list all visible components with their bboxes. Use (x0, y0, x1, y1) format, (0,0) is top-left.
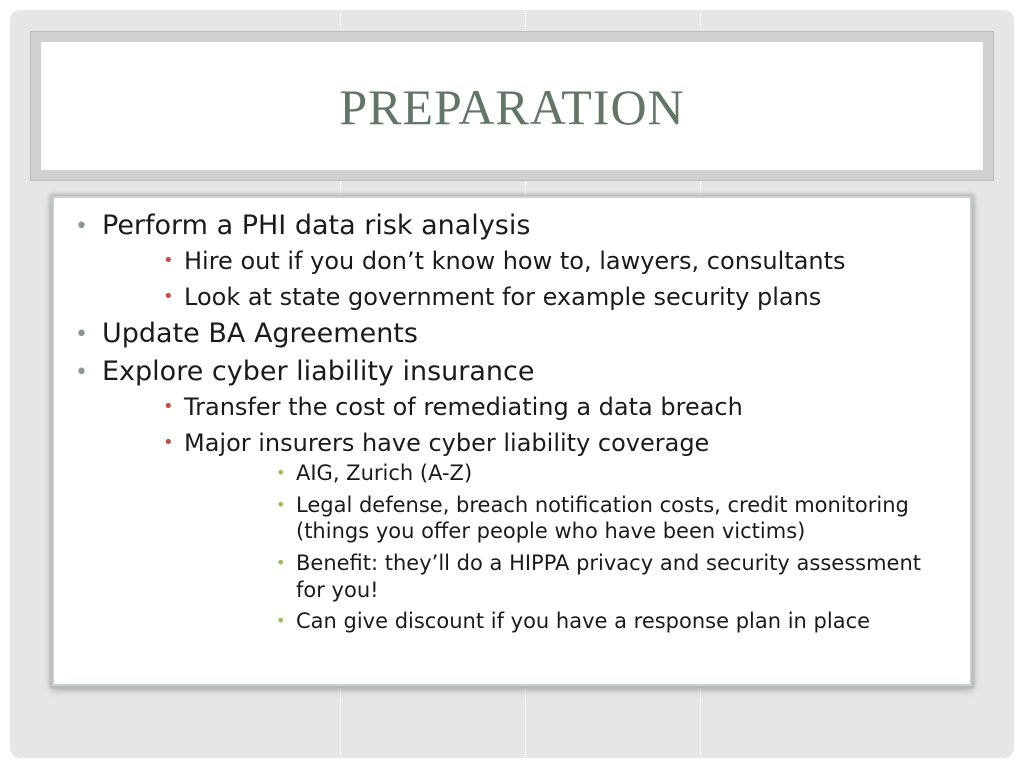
list-item-text: Legal defense, breach notification costs, credit monitoring (things you offer people who have been victims) (296, 492, 909, 544)
bullet-icon: • (276, 553, 286, 573)
bullet-icon: • (276, 494, 286, 514)
title-box (41, 42, 983, 170)
list-item-text: Explore cyber liability insurance (102, 355, 535, 387)
bullet-icon: • (276, 611, 286, 631)
list-item-text: Benefit: they’ll do a HIPPA privacy and security assessment for you! (296, 551, 922, 602)
list-item (184, 492, 970, 545)
slide (10, 10, 1014, 758)
list-item-text: Perform a PHI data risk analysis (102, 210, 531, 241)
list-item-text: Major insurers have cyber liability coverage (184, 429, 710, 458)
list-item (102, 282, 970, 312)
title-frame (30, 31, 994, 181)
list-item-text: Transfer the cost of remediating a data breach (184, 393, 743, 422)
bullet-icon: • (163, 432, 174, 454)
list-item (184, 460, 970, 487)
list-item (102, 392, 970, 422)
bullet-icon: • (75, 214, 88, 239)
list-item-text: Update BA Agreements (102, 318, 418, 350)
bullet-icon: • (75, 359, 88, 385)
content-box (52, 196, 972, 686)
list-item (184, 550, 970, 603)
list-item (54, 356, 970, 635)
sub-list (102, 246, 970, 312)
list-item-text: AIG, Zurich (A-Z) (296, 461, 473, 486)
sub-list (102, 392, 970, 635)
slide-title: PREPARATION (339, 79, 685, 135)
list-item-text: Look at state government for example security plans (184, 283, 822, 312)
list-item (102, 428, 970, 635)
bullet-icon: • (276, 463, 286, 483)
list-item-text: Can give discount if you have a response plan in place (296, 609, 871, 634)
list-item (54, 210, 970, 312)
bullet-icon: • (163, 396, 174, 418)
bullet-list (54, 198, 970, 635)
list-item (184, 608, 970, 635)
sub-list (184, 460, 970, 635)
list-item (102, 246, 970, 276)
list-item-text: Hire out if you don’t know how to, lawyers, consultants (184, 247, 846, 276)
bullet-icon: • (163, 286, 174, 308)
bullet-icon: • (163, 250, 174, 272)
bullet-icon: • (75, 322, 88, 348)
list-item (54, 318, 970, 350)
